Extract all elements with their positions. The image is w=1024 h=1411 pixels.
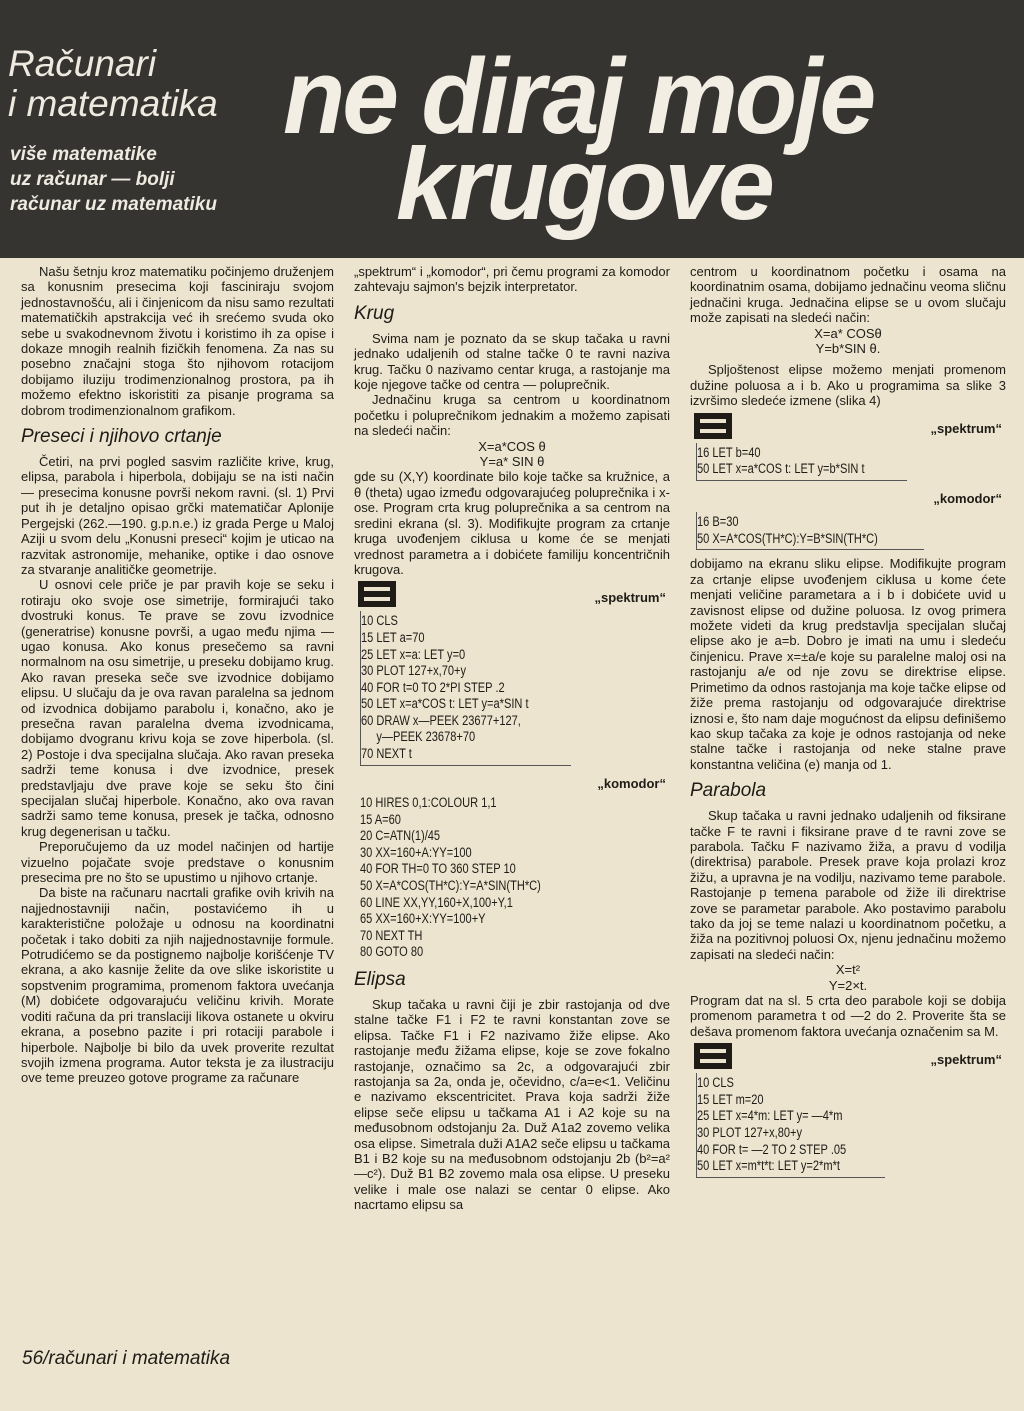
- code-line: 60 DRAW x—PEEK 23677+127,: [361, 712, 521, 728]
- code-line: 10 HIRES 0,1:COLOUR 1,1: [360, 795, 497, 811]
- code-line: 16 B=30: [697, 514, 739, 530]
- code-line: 60 LINE XX,YY,160+X,100+Y,1: [360, 894, 513, 910]
- paragraph: Program dat na sl. 5 crta deo parabole koji se dobija promenom parametra t od —2 do 2. Proverite šta se dešava promenom faktora uvećanja označenim sa M.: [690, 993, 1006, 1039]
- heading-elipsa: Elipsa: [354, 969, 406, 990]
- equation: X=a* COSθ: [814, 325, 882, 341]
- code-line: 16 LET b=40: [697, 444, 761, 460]
- paragraph: Četiri, na prvi pogled sasvim različite krive, krug, elipsa, parabola i hiperbola, dobijaju se na isti način — presecima konusne površi nekom ravni. (sl. 1) Prvi put ih je detaljno opisao grčki matematičar Aplonije Pergejski (262.—190. g.p.n.e.) iz grada Perge u Maloj Aziji u svom delu „Konusni preseci“ kojim je uticao na razvitak astronomije, mehanike, optike i dao osnove za stvaranje analitičke geometrije.: [21, 454, 334, 577]
- spectrum-logo-icon: [358, 581, 396, 607]
- program-label-spektrum: „spektrum“: [594, 589, 666, 605]
- column-3: [690, 264, 1006, 1184]
- code-line: 50 X=A*COS(TH*C):Y=B*SIN(TH*C): [697, 530, 878, 546]
- code-line: 25 LET x=a: LET y=0: [361, 646, 466, 662]
- code-line: 15 LET m=20: [697, 1091, 764, 1107]
- column-2: [354, 264, 670, 1213]
- code-line: 70 NEXT TH: [360, 927, 423, 943]
- kicker-line-2: i matematika: [8, 83, 218, 124]
- code-line: 40 FOR t= —2 TO 2 STEP .05: [697, 1141, 847, 1157]
- paragraph: Jednačinu kruga sa centrom u koordinatnom početku i poluprečnikom jednakim a možemo zapisati na sledeći način:: [354, 392, 670, 439]
- page-footer: 56/računari i matematika: [22, 1348, 231, 1369]
- equation: Y=2×t.: [828, 977, 868, 993]
- subtitle: više matematike uz računar — bolji računar uz matematiku: [10, 144, 217, 215]
- program-header: [354, 581, 670, 607]
- intro-paragraph: Našu šetnju kroz matematiku počinjemo druženjem sa konusnim presecima koji fasciniraju svojom jednostavnošću, ali i činjenicom da nisu samo rezultati matematičkih apstrakcija već ih srećemo svuda oko sebe u svakodnevnom životu i koristimo ih za opise i dokaze mnogih realnih fizičkih fenomena. Za nas su posebno značajni stoga što njihovom rotacijom dobijamo iluziju trodimenzionalnog prostora, pa ih možemo efektno iskoristiti za pisanje programa sa dobrom trodimenzionalnom grafikom.: [21, 264, 334, 418]
- heading-krug: Krug: [354, 302, 395, 324]
- paragraph: Svima nam je poznato da se skup tačaka u ravni jednako udaljenih od stalne tačke 0 te ravni naziva krug. Tačku 0 nazivamo centar kruga, a rastojanje ma koje njegove tačke od centra — poluprečnik.: [354, 330, 670, 393]
- section-kicker: [8, 44, 218, 124]
- code-line: 50 LET x=m*t*t: LET y=2*m*t: [697, 1158, 840, 1174]
- paragraph: U osnovi cele priče je par pravih koje se seku i rotiraju oko svoje ose simetrije, formirajući tako dvostruki konus. Te prave se zovu izvodnice (generatrise) konusne površi, a ugao među njima — ugao konusa. Ako konus presečemo sa ravni normalnom na osu simetrije, u preseku dobijamo krug. Ako ravan preseka seče sve izvodnice dobijamo elipsu. U slučaju da je ova ravan paralelna sa jednom od izvodnica dobijamo parabolu i, konačno, ako je presečna ravan paralelna dvema izvodnicama, dobijamo dvogranu krivu koja se zove hiperbola. (sl. 2) Postoje i dva specijalna slučaja. Ako ravan preseka sadrži teme konusa i dve izvodnice, presek predstavljaju dve prave koje se seku što čini specijalan slučaj hiperbole. Konačno, ako ova ravan sadrži samo teme konusa, presek je tačka, odnosno krug degenerisan u tačku.: [21, 577, 334, 839]
- komodor-code-listing: [696, 512, 924, 550]
- code-line: 30 PLOT 127+x,80+y: [697, 1125, 803, 1140]
- spectrum-logo-icon: [694, 413, 732, 439]
- paragraph: „spektrum“ i „komodor“, pri čemu programi za komodor zahtevaju sajmon's bejzik interpretator.: [354, 264, 670, 295]
- program-label-komodor: „komodor“: [597, 775, 666, 791]
- code-line: 40 FOR t=0 TO 2*PI STEP .2: [361, 679, 505, 695]
- code-line: 10 CLS: [361, 613, 398, 629]
- code-line: 80 GOTO 80: [360, 944, 424, 960]
- column-1: [21, 264, 334, 1086]
- paragraph: Da biste na računaru nacrtali grafike ovih krivih na najjednostavniji način, postavićemo ih u karakteristične položaje u odnosu na koordinatni početak i tako dobiti za njih najjednostavnije formule. Potrudićemo se da postignemo najbolje korišćenje TV ekrana, a ako kasnije želite da ove slike iskoristite u sopstvenim programima, promenom faktora uvećanja (M) dobićete odgovarajuću veličinu krivih. Morate voditi računa da pri translaciji likova ostanete u okviru ekrana, a posebno pazite i pri rotaciji parabole i hiperbole. Najbolje bi bilo da uvek proverite rezultat svojih izmena programa. Autor teksta je za ilustraciju ove teme preuzeo gotove programe za računare: [21, 885, 334, 1086]
- code-line: 70 NEXT t: [361, 746, 412, 762]
- code-line: 10 CLS: [697, 1075, 734, 1091]
- heading-parabola: Parabola: [690, 780, 767, 802]
- code-line: 50 LET x=a*COS t: LET y=a*SIN t: [361, 696, 529, 712]
- paragraph: centrom u koordinatnom početku i osama na koordinatnim osama, dobijamo jednačinu veoma sličnu jednačini kruga. Jednačina elipse se u ovom slučaju može zapisati na sledeći način:: [690, 264, 1006, 326]
- heading-preseci: Preseci i njihovo crtanje: [21, 426, 222, 448]
- kicker-line-1: Računari: [8, 43, 157, 84]
- komodor-code-listing: [360, 795, 670, 961]
- code-line: 30 XX=160+A:YY=100: [360, 844, 472, 860]
- article-title-line-1: ne diraj moje: [283, 36, 874, 156]
- equation: Y=a* SIN θ: [479, 454, 545, 470]
- code-line: 25 LET x=4*m: LET y= —4*m: [697, 1108, 843, 1124]
- code-line: 20 C=ATN(1)/45: [360, 828, 441, 844]
- code-line: 40 FOR TH=0 TO 360 STEP 10: [360, 861, 516, 877]
- code-line: 65 XX=160+X:YY=100+Y: [360, 911, 486, 927]
- code-line: 15 LET a=70: [361, 629, 425, 645]
- equation: X=a*COS θ: [478, 438, 546, 454]
- paragraph: Skup tačaka u ravni čiji je zbir rastojanja od dve stalne tačke F1 i F2 te ravni konstantan zove se elipsa. Tačke F1 i F2 nazivamo žiže elipse. Ako rastojanje među žižama elipse, koje se zove fokalno rastojanje, označimo sa 2c, a odgovarajući zbir rastojanja sa 2a, onda je, očevidno, c/a=e<1. Veličinu e nazivamo ekscentricitet. Prava koja sadrži žiže elipse seče elipsu u tačkama A1 i A2 koje su na međusobnom odstojanju 2a. Duž A1a2 zovemo velika osa elipse. Simetrala duži A1A2 seče elipsu u tačkama B1 i B2 koje su na međusobnom odstojanju 2b (b²=a²—c²). Duž B1 B2 zovemo mala osa elipse. U preseku velike i male ose nalazi se centar 0 elipse. Ako nacrtamo elipsu sa: [354, 997, 670, 1213]
- spectrum-logo-icon: [694, 1043, 732, 1069]
- paragraph: gde su (X,Y) koordinate bilo koje tačke sa kružnice, a θ (theta) ugao između odgovarajućeg poluprečnika i x-ose. Program crta krug poluprečnika a sa centrom na sredini ekrana (sl. 3). Modifikujte program za crtanje kruga uvođenjem ciklusa u kome će se menjati vrednost parametra a i dobićete familiju koncentričnih krugova.: [354, 469, 670, 577]
- program-label-spektrum: „spektrum“: [930, 421, 1002, 437]
- spektrum-code-listing: [696, 1073, 885, 1178]
- header-banner: [0, 0, 1024, 258]
- program-label-spektrum: „spektrum“: [930, 1051, 1002, 1067]
- paragraph: Spljoštenost elipse možemo menjati promenom dužine poluosa a i b. Ako u programima sa slike 3 izvršimo sledeće izmene (slika 4): [690, 362, 1006, 409]
- code-line: 15 A=60: [360, 811, 401, 827]
- paragraph: dobijamo na ekranu sliku elipse. Modifikujte program za crtanje elipse uvođenjem ciklusa u kome ćete menjati veličine parametara a i b i dobićete uvid u zavisnost elipse od dužine poluosa. Iz ovog primera možete videti da krug predstavlja specijalan slučaj elipse ako je a=b. Dobro je imati na umu i sledeću činjenicu. Prave x=±a/e koje su paralelne maloj osi na rastojanju a/e od nje zovu se direktrise elipse. Primetimo da odnos rastojanja ma koje tačke elipse od žiže prema rastojanju od odgovarajuće direktrise iznosi e, što nam daje mogućnost da elipsu definišemo kao skup tačaka za koje je odnos rastojanja od neke stalne tačke i rastojanja od neke stalne prave konstantna veličina (e) manja od 1.: [690, 556, 1006, 772]
- spektrum-code-listing: [360, 611, 571, 765]
- equation: X=t²: [835, 962, 861, 978]
- paragraph: Skup tačaka u ravni jednako udaljenih od fiksirane tačke F te ravni i fiksirane prave d te ravni zove se parabola. Tačku F nazivamo žiža, a pravu d vodilja (direktrisa) parabole. Presek prave koja prolazi kroz žižu, a upravna je na vodilju, nazivamo teme parabole. Rastojanje p temena parabole od žiže ili direktrise zove se parametar parabole. Ako postavimo parabolu tako da joj se teme nalazi u koordinatnom početku, a žiža na pozitivnoj poluosi Ox, njenu jednačinu možemo zapisati na sledeći način:: [690, 808, 1006, 962]
- program-label-komodor: „komodor“: [933, 490, 1002, 506]
- equation: Y=b*SIN θ.: [815, 341, 881, 357]
- program-header: [690, 413, 1006, 439]
- article-title-line-2: krugove: [396, 127, 772, 241]
- code-line: 30 PLOT 127+x,70+y: [361, 663, 467, 679]
- code-line: 50 LET x=a*COS t: LET y=b*SIN t: [697, 461, 865, 477]
- code-line: 50 X=A*COS(TH*C):Y=A*SIN(TH*C): [360, 878, 541, 894]
- paragraph: Preporučujemo da uz model načinjen od hartije vizuelno pojačate svoje predstave o konusnim presecima pre no što se upustimo u njihovo crtanje.: [21, 839, 334, 886]
- spektrum-code-listing: [696, 443, 907, 481]
- code-line: y—PEEK 23678+70: [361, 729, 476, 745]
- program-header: [690, 1043, 1006, 1069]
